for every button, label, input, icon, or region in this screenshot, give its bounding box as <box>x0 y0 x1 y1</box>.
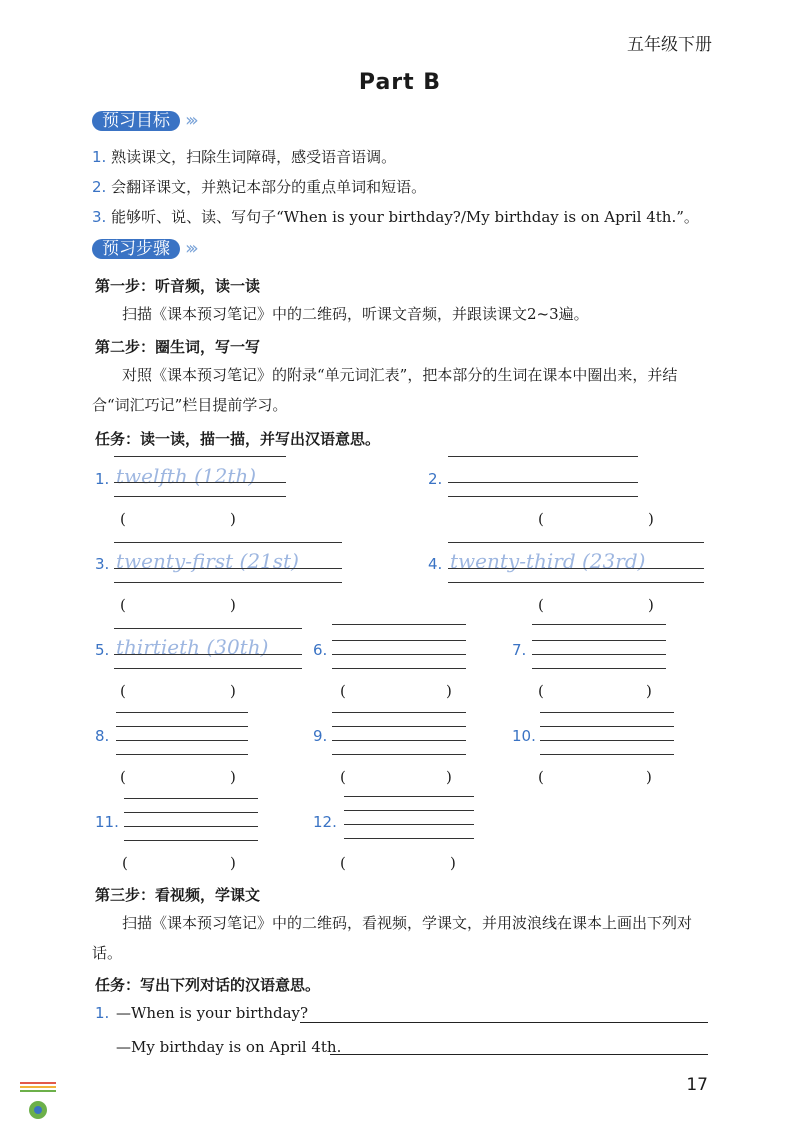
item-number: 5. <box>95 641 110 659</box>
goal-text: 会翻译课文，并熟记本部分的重点单词和短语。 <box>111 178 427 196</box>
answer-paren-close: ) <box>230 682 236 700</box>
dialogue-line: —When is your birthday? <box>116 1004 309 1022</box>
write-line <box>332 654 466 655</box>
answer-paren-close: ) <box>446 768 452 786</box>
answer-paren-open[interactable]: ( <box>120 682 126 700</box>
write-line <box>540 712 674 713</box>
task1-heading: 任务：读一读，描一描，并写出汉语意思。 <box>95 430 381 448</box>
item-number: 12. <box>313 813 337 831</box>
write-line <box>114 482 286 483</box>
write-line <box>124 840 258 841</box>
answer-paren-close: ) <box>648 596 654 614</box>
answer-paren-open[interactable]: ( <box>538 768 544 786</box>
goal-text: 熟读课文，扫除生词障碍，感受语音语调。 <box>111 148 397 166</box>
item-number: 2. <box>428 470 443 488</box>
item-number: 9. <box>313 727 328 745</box>
write-line <box>114 456 286 457</box>
double-chevron-icon: ››› <box>185 238 195 259</box>
write-line <box>448 568 704 569</box>
answer-paren-open[interactable]: ( <box>120 768 126 786</box>
write-line <box>114 628 302 629</box>
write-line <box>344 824 474 825</box>
answer-paren-close: ) <box>230 596 236 614</box>
write-line <box>114 568 342 569</box>
answer-paren-open[interactable]: ( <box>538 682 544 700</box>
answer-paren-open[interactable]: ( <box>340 854 346 872</box>
trace-word: twelfth (12th) <box>116 464 257 488</box>
answer-paren-close: ) <box>450 854 456 872</box>
write-line <box>344 796 474 797</box>
write-line <box>532 668 666 669</box>
publisher-logo-icon <box>18 1080 58 1124</box>
goal-item <box>92 176 426 197</box>
write-line <box>114 654 302 655</box>
step1-text: 扫描《课本预习笔记》中的二维码，听课文音频，并跟读课文2~3遍。 <box>122 305 589 323</box>
answer-paren-close: ) <box>648 510 654 528</box>
write-line <box>448 482 638 483</box>
step2-heading: 第二步：圈生词，写一写 <box>95 338 261 356</box>
answer-paren-close: ) <box>230 510 236 528</box>
write-line <box>114 668 302 669</box>
write-line <box>124 812 258 813</box>
step1-heading: 第一步：听音频，读一读 <box>95 277 261 295</box>
grade-label: 五年级下册 <box>627 35 712 55</box>
write-line <box>332 740 466 741</box>
write-line <box>448 496 638 497</box>
write-line <box>540 726 674 727</box>
goal-item <box>92 146 396 167</box>
dialogue-number: 1. <box>95 1004 110 1022</box>
write-line <box>448 456 638 457</box>
item-number: 3. <box>95 555 110 573</box>
answer-paren-open[interactable]: ( <box>340 768 346 786</box>
item-number: 10. <box>512 727 536 745</box>
goal-item <box>92 206 699 227</box>
write-line <box>448 582 704 583</box>
answer-paren-close: ) <box>646 768 652 786</box>
write-line <box>116 726 248 727</box>
page-number: 17 <box>686 1075 708 1095</box>
answer-paren-close: ) <box>446 682 452 700</box>
item-number: 4. <box>428 555 443 573</box>
answer-paren-close: ) <box>230 768 236 786</box>
write-line <box>332 624 466 625</box>
write-line <box>448 542 704 543</box>
dialogue-line: —My birthday is on April 4th. <box>116 1038 342 1056</box>
trace-word: thirtieth (30th) <box>116 635 269 659</box>
answer-paren-close: ) <box>230 854 236 872</box>
write-line <box>332 668 466 669</box>
write-line <box>332 754 466 755</box>
write-line <box>114 496 286 497</box>
step2-text: 对照《课本预习笔记》的附录“单元词汇表”，把本部分的生词在课本中圈出来，并结合“词汇巧记”栏目提前学习。 <box>92 366 678 414</box>
answer-paren-close: ) <box>646 682 652 700</box>
answer-paren-open[interactable]: ( <box>538 510 544 528</box>
trace-word: twenty-third (23rd) <box>450 549 646 573</box>
goal-text: 能够听、说、读、写句子“When is your birthday?/My birthday is on April 4th.”。 <box>111 208 699 226</box>
write-line <box>124 826 258 827</box>
write-line <box>532 624 666 625</box>
answer-paren-open[interactable]: ( <box>340 682 346 700</box>
double-chevron-icon: ››› <box>185 110 195 131</box>
steps-badge: 预习步骤 <box>92 239 180 259</box>
write-line <box>332 726 466 727</box>
answer-paren-open[interactable]: ( <box>120 596 126 614</box>
item-number: 7. <box>512 641 527 659</box>
task2-heading: 任务：写出下列对话的汉语意思。 <box>95 976 321 994</box>
page-title: Part B <box>358 70 442 95</box>
write-line <box>114 582 342 583</box>
answer-paren-open[interactable]: ( <box>538 596 544 614</box>
write-line <box>540 754 674 755</box>
write-line <box>116 740 248 741</box>
goal-number: 3. <box>92 208 107 226</box>
write-line <box>116 754 248 755</box>
trace-word: twenty-first (21st) <box>116 549 299 573</box>
step3-heading: 第三步：看视频，学课文 <box>95 886 261 904</box>
goals-badge: 预习目标 <box>92 111 180 131</box>
goals-badge-wrap <box>92 108 195 134</box>
item-number: 6. <box>313 641 328 659</box>
goal-number: 2. <box>92 178 107 196</box>
item-number: 11. <box>95 813 119 831</box>
write-line <box>332 640 466 641</box>
answer-paren-open[interactable]: ( <box>122 854 128 872</box>
write-line <box>540 740 674 741</box>
write-line <box>114 542 342 543</box>
goal-number: 1. <box>92 148 107 166</box>
write-line <box>344 810 474 811</box>
write-line <box>532 654 666 655</box>
answer-paren-open[interactable]: ( <box>120 510 126 528</box>
step3-text: 扫描《课本预习笔记》中的二维码，看视频，学课文，并用波浪线在课本上画出下列对话。 <box>92 914 693 962</box>
answer-line[interactable] <box>300 1022 708 1023</box>
write-line <box>532 640 666 641</box>
write-line <box>332 712 466 713</box>
write-line <box>344 838 474 839</box>
answer-line[interactable] <box>330 1054 708 1055</box>
write-line <box>124 798 258 799</box>
item-number: 1. <box>95 470 110 488</box>
steps-badge-wrap <box>92 236 195 262</box>
write-line <box>116 712 248 713</box>
item-number: 8. <box>95 727 110 745</box>
